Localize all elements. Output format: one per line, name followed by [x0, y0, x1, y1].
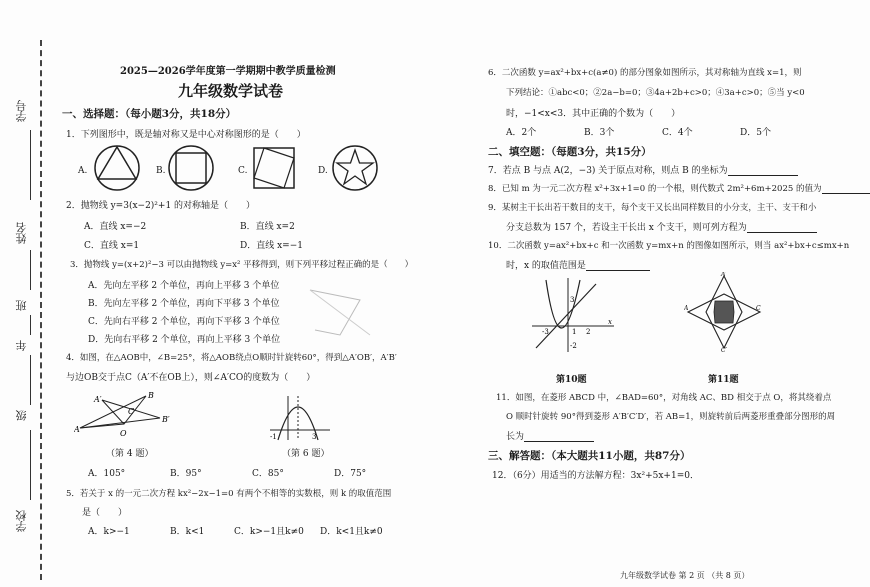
paper-title: 九年级数学试卷	[178, 82, 284, 100]
name-line	[30, 250, 31, 290]
q1-figure-a	[92, 144, 142, 192]
q2-option-b: B．直线 x=2	[240, 222, 295, 232]
q6-figure-caption: （第 6 题）	[282, 449, 330, 459]
exam-title: 2025—2026学年度第一学期期中教学质量检测	[120, 66, 336, 77]
page-footer: 九年级数学试卷 第 2 页 （共 8 页）	[620, 571, 750, 580]
q10-text	[506, 258, 650, 271]
q2-option-a: A．直线 x=−2	[84, 222, 147, 232]
q4-point-b-prime: B′	[162, 415, 170, 424]
q10-tick-minus-three: -3	[542, 328, 549, 336]
q4-point-o: O	[120, 429, 127, 438]
q11-line2: O 顺时针旋转 90°得到菱形 A′B′C′D′，若 AB=1，则旋转前后两菱形重叠部分图形的周	[506, 412, 836, 422]
q4-option-d: D．75°	[334, 469, 367, 479]
q11-point-a-prime: A′	[721, 272, 727, 278]
q11-point-c-prime: C′	[721, 347, 727, 352]
binding-strip	[0, 0, 62, 587]
q10-tick-minus-two: -2	[570, 342, 577, 350]
q5-option-b: B．k<1	[170, 527, 205, 537]
q9-line1: 9．某树主干长出若干数目的支干，每个支干又长出同样数目的小分支，主干、支干和小	[488, 203, 817, 213]
level-label: 级	[15, 410, 28, 421]
q11-figure-caption: 第11题	[708, 375, 739, 385]
q9-answer-blank[interactable]	[747, 223, 817, 233]
q6-tick-three: 3	[312, 433, 317, 441]
q6-stem-line2: 下列结论：①abc<0；②2a−b=0；③4a+2b+c>0；④3a+c>0；⑤当 y<0	[506, 88, 805, 98]
q4-point-c: C	[128, 407, 135, 416]
q10-answer-blank[interactable]	[586, 261, 650, 271]
bleed-through-figure	[300, 280, 380, 344]
q2-stem: 2．抛物线 y=3(x−2)²+1 的对称轴是（ ）	[66, 201, 256, 211]
q1-figure-d	[330, 144, 380, 192]
q3-option-c: C．先向右平移 2 个单位，再向下平移 3 个单位	[88, 317, 280, 327]
q11-text	[506, 429, 594, 442]
q5-stem-line2: 是（ ）	[82, 508, 128, 518]
class-label: 班	[15, 300, 28, 311]
q10-line1: 10．二次函数 y=ax²+bx+c 和一次函数 y=mx+n 的图像如图所示，则当 ax²+bx+c≤mx+n	[488, 241, 850, 251]
q6-stem-line1: 6．二次函数 y=ax²+bx+c(a≠0) 的部分图象如图所示，其对称轴为直线 x=1，则	[488, 68, 802, 78]
q6-stem-line3: 时，−1<x<3．其中正确的个数为（ ）	[506, 109, 681, 119]
q2-option-d: D．直线 x=−1	[240, 241, 303, 251]
student-id-line	[30, 130, 31, 200]
q11-answer-blank[interactable]	[524, 432, 594, 442]
q5-option-a: A．k>−1	[88, 527, 130, 537]
student-id-label: 学号	[15, 100, 28, 122]
q3-option-a: A．先向左平移 2 个单位，再向上平移 3 个单位	[88, 281, 280, 291]
q6-figure	[268, 394, 332, 442]
q6-tick-minus-one: -1	[270, 433, 277, 441]
q6-option-d: D．5个	[740, 128, 771, 138]
q10-tick-one: 1	[572, 328, 577, 336]
q11-figure	[684, 272, 764, 352]
grade-line	[30, 355, 31, 405]
q4-stem-line2: 与边OB交于点C（A′不在OB上），则∠A′CO的度数为（ ）	[66, 373, 316, 383]
q4-option-b: B．95°	[170, 469, 202, 479]
q3-stem: 3．抛物线 y=(x+2)²−3 可以由抛物线 y=x² 平移得到，则下列平移过程正确的是（ ）	[70, 260, 414, 270]
q7-text	[488, 163, 798, 176]
q10-line2: 时，x 的取值范围是	[506, 261, 586, 271]
class-line	[30, 315, 31, 335]
q8-answer-blank[interactable]	[822, 184, 870, 194]
q4-figure-caption: （第 4 题）	[106, 449, 154, 459]
q1-figure-b	[166, 144, 216, 192]
q4-option-a: A．105°	[88, 469, 126, 479]
q9-line2: 分支总数为 157 个，若设主干长出 x 个支干，则可列方程为	[506, 223, 747, 233]
section-2-heading: 二、填空题：（每题3分，共15分）	[488, 146, 652, 158]
q11-line1: 11．如图，在菱形 ABCD 中，∠BAD=60°，对角线 AC、BD 相交于点 O，将其绕着点	[496, 393, 832, 403]
q7-answer-blank[interactable]	[728, 166, 798, 176]
q10-axis-x: x	[608, 318, 612, 326]
q1-option-c-label: C.	[238, 166, 248, 176]
q7-stem: 7．若点 B 与点 A(2，−3) 关于原点对称，则点 B 的坐标为	[488, 166, 728, 176]
section-3-heading: 三、解答题：（本大题共11小题，共87分）	[488, 450, 691, 462]
q10-tick-two: 2	[586, 328, 591, 336]
q8-stem: 8．已知 m 为一元二次方程 x²+3x+1=0 的一个根，则代数式 2m²+6m+2025 的值为	[488, 184, 822, 194]
q5-option-d: D．k<1且k≠0	[320, 527, 383, 537]
q12-text: 12．（6分）用适当的方法解方程：3x²+5x+1=0．	[492, 471, 699, 481]
q3-option-b: B．先向左平移 2 个单位，再向下平移 3 个单位	[88, 299, 280, 309]
q1-figure-c	[250, 144, 300, 192]
q1-stem: 1．下列图形中，既是轴对称又是中心对称图形的是（ ）	[66, 130, 306, 140]
q11-line3: 长为	[506, 432, 525, 442]
binding-dashed-line	[40, 40, 42, 580]
q4-figure	[74, 392, 180, 440]
level-line	[30, 430, 31, 500]
q5-option-c: C．k>−1且k≠0	[234, 527, 304, 537]
q1-option-d-label: D.	[318, 166, 328, 176]
q8-text	[488, 182, 870, 194]
q1-option-a-label: A.	[78, 166, 88, 176]
q4-point-a-prime: A′	[94, 395, 102, 404]
q4-point-a: A	[74, 425, 80, 434]
school-label: 学校	[15, 510, 28, 532]
q2-option-c: C．直线 x=1	[84, 241, 140, 251]
q5-stem-line1: 5．若关于 x 的一元二次方程 kx²−2x−1=0 有两个不相等的实数根，则 k 的取值范围	[66, 489, 392, 499]
name-label: 姓名	[15, 222, 28, 244]
q1-option-b-label: B.	[156, 166, 166, 176]
q6-option-b: B．3个	[584, 128, 615, 138]
q4-option-c: C．85°	[252, 469, 284, 479]
q3-option-d: D．先向右平移 2 个单位，再向上平移 3 个单位	[88, 335, 281, 345]
q11-point-c: C	[756, 305, 761, 312]
grade-label: 年	[15, 340, 28, 351]
q4-stem-line1: 4．如图，在△AOB中，∠B=25°，将△AOB绕点O顺时针旋转60°，得到△A′OB′，A′B′	[66, 353, 397, 363]
q9-text	[506, 220, 817, 233]
q10-figure	[528, 276, 618, 356]
q11-point-a: A	[684, 305, 689, 312]
q10-figure-caption: 第10题	[556, 375, 587, 385]
q10-tick-three: 3	[570, 296, 575, 304]
section-1-heading: 一、选择题：（每小题3分，共18分）	[62, 108, 237, 120]
q4-point-b: B	[148, 392, 154, 400]
q6-option-c: C．4个	[662, 128, 693, 138]
q6-option-a: A．2个	[506, 128, 537, 138]
